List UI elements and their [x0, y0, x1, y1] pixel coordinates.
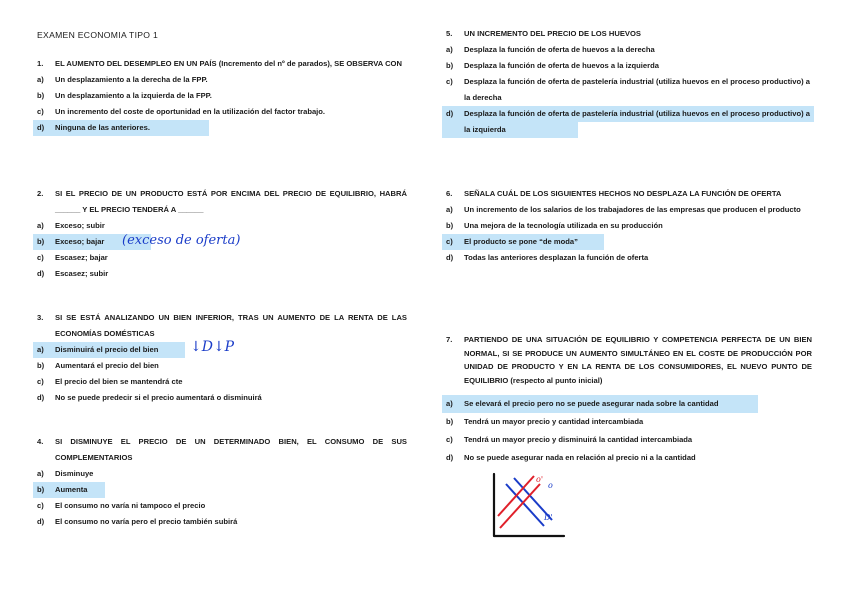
question-4 [37, 434, 407, 530]
option-a-highlighted: a) Disminuirá el precio del bien [37, 342, 407, 358]
question-text: SI DISMINUYE EL PRECIO DE UN DETERMINADO BIEN, EL CONSUMO DE SUS COMPLEMENTARIOS [55, 437, 407, 462]
question-number: 1. [37, 59, 44, 68]
option-b: b) Una mejora de la tecnología utilizada en su producción [446, 221, 663, 230]
label-o: o [548, 481, 553, 490]
question-text: SI EL PRECIO DE UN PRODUCTO ESTÁ POR ENCIMA DEL PRECIO DE EQUILIBRIO, HABRÁ ______ Y EL PRECIO TENDERÁ A ______ [55, 189, 407, 214]
question-text: PARTIENDO DE UNA SITUACIÓN DE EQUILIBRIO Y COMPETENCIA PERFECTA DE UN BIEN NORMAL, SI SE PRODUCE UN AUMENTO SIMULTÁNEO EN EL COSTE DE PRODUCCIÓN POR UNIDAD DE PRODUCTO Y EN LA RENTA DE LOS CONSUMIDORES, EL NUEVO PUNTO DE EQUILIBRIO (respecto al punto inicial) [464, 335, 812, 385]
question-7 [446, 333, 812, 467]
option-a: a) Exceso; subir [37, 221, 105, 230]
question-text: SI SE ESTÁ ANALIZANDO UN BIEN INFERIOR, TRAS UN AUMENTO DE LA RENTA DE LAS ECONOMÍAS DOMÉSTICAS [55, 313, 407, 338]
question-1 [37, 56, 407, 136]
option-c: c) El precio del bien se mantendrá cte [37, 377, 183, 386]
question-number: 3. [37, 313, 44, 322]
option-a: a) Disminuye [37, 469, 94, 478]
question-6 [446, 186, 812, 266]
option-d: d) Todas las anteriores desplazan la función de oferta [446, 253, 649, 262]
option-d-highlighted: d) Desplaza la función de oferta de pastelería industrial (utiliza huevos en el proceso productivo) a la izquierda [446, 106, 812, 138]
option-b: b) Aumentará el precio del bien [37, 361, 159, 370]
option-c: c) Escasez; bajar [37, 253, 108, 262]
option-c: c) Tendrá un mayor precio y disminuirá la cantidad intercambiada [446, 435, 693, 444]
question-text: EL AUMENTO DEL DESEMPLEO EN UN PAÍS (Incremento del nº de parados), SE OBSERVA CON [55, 59, 402, 68]
option-d: d) El consumo no varía pero el precio también subirá [37, 517, 238, 526]
option-a: a) Desplaza la función de oferta de huevos a la derecha [446, 45, 655, 54]
option-c: c) Un incremento del coste de oportunidad en la utilización del factor trabajo. [37, 107, 326, 116]
graph-axes [494, 474, 564, 536]
option-b: b) Tendrá un mayor precio y cantidad intercambiada [446, 417, 644, 426]
question-text: SEÑALA CUÁL DE LOS SIGUIENTES HECHOS NO DESPLAZA LA FUNCIÓN DE OFERTA [464, 189, 782, 198]
label-d-prime: D' [544, 513, 553, 522]
handwritten-note-arrows: ↓D↓P [190, 339, 235, 355]
question-text: UN INCREMENTO DEL PRECIO DE LOS HUEVOS [464, 29, 641, 38]
question-5 [446, 26, 812, 138]
exam-title: EXAMEN ECONOMIA TIPO 1 [37, 30, 159, 40]
label-o-prime: o' [536, 475, 544, 484]
option-d: d) No se puede asegurar nada en relación al precio ni a la cantidad [446, 453, 696, 462]
option-b: b) Desplaza la función de oferta de huevos a la izquierda [446, 61, 659, 70]
handwritten-note-exceso: (exceso de oferta) [122, 233, 241, 248]
option-a: a) Un desplazamiento a la derecha de la FPP. [37, 75, 208, 84]
option-d: d) No se puede predecir si el precio aumentará o disminuirá [37, 393, 262, 402]
question-3 [37, 310, 407, 406]
option-a: a) Un incremento de los salarios de los trabajadores de las empresas que producen el producto [446, 205, 801, 214]
question-number: 2. [37, 189, 44, 198]
option-c-highlighted: c) El producto se pone “de moda” [446, 234, 812, 250]
option-b-highlighted: b) Aumenta [37, 482, 407, 498]
question-number: 4. [37, 437, 44, 446]
question-number: 5. [446, 29, 453, 38]
question-number: 7. [446, 335, 453, 344]
handdrawn-supply-demand-graph [486, 470, 570, 542]
option-a-highlighted: a) Se elevará el precio pero no se puede asegurar nada sobre la cantidad [446, 395, 812, 413]
option-d: d) Escasez; subir [37, 269, 109, 278]
option-d-highlighted: d) Ninguna de las anteriores. [37, 120, 407, 136]
option-b: b) Un desplazamiento a la izquierda de la FPP. [37, 91, 212, 100]
question-number: 6. [446, 189, 453, 198]
option-c: c) Desplaza la función de oferta de pastelería industrial (utiliza huevos en el proceso productivo) a la derecha [446, 77, 811, 102]
option-b-highlighted: b) Exceso; bajar [37, 234, 407, 250]
option-c: c) El consumo no varía ni tampoco el precio [37, 501, 206, 510]
